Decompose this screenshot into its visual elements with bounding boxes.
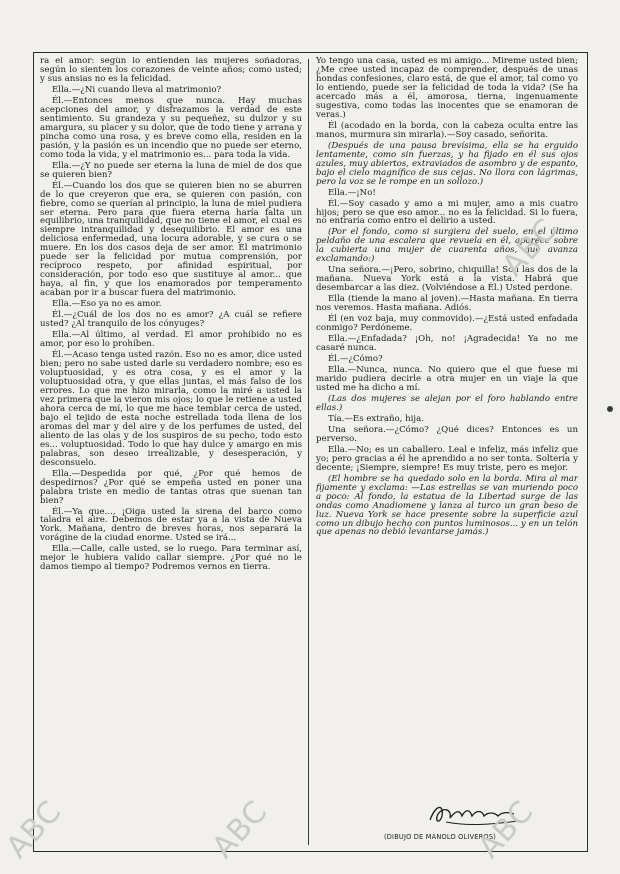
paragraph: Él.—¿Cuál de los dos no es amor? ¿A cuál se refiere usted? ¿Al tranquilo de los cónyuges? — [40, 310, 302, 330]
paragraph: Ella.—¡No! — [328, 187, 376, 198]
paragraph: Ella.—¿Ni cuando lleva al matrimonio? — [52, 84, 222, 95]
right-column — [316, 57, 578, 847]
paragraph: Él (en voz baja, muy conmovido).—¿Está usted enfadada conmigo? Perdóneme. — [316, 314, 578, 334]
paragraph: Una señora.—¡Pero, sobrino, chiquilla! Son las dos de la mañana. Nueva York está a la vista. Habrá que desembarcar a las diez. (Volviéndose a Él.) Usted perdone. — [316, 265, 578, 294]
paragraph: Ella.—¿Y no puede ser eterna la luna de miel de dos que se quieren bien? — [40, 160, 302, 180]
watermark-text: ABC — [495, 211, 565, 284]
stage-direction: (El hombre se ha quedado solo en la borda. Mira al mar fijamente y exclama: —Las estrellas se van muriendo poco a poco: Al fondo, la estatua de la Libertad surge de las ondas como Anadiomene y lanza al turco un gran beso de luz. Nueva York se hace presente sobre la superficie azul como un dibujo hecho con puntos luminosos... y en un telón que apenas no debió levantarse jamás.) — [316, 473, 578, 538]
watermark-text: ABC — [0, 793, 69, 866]
paragraph: Ella.—Calle, calle usted, se lo ruego. Para terminar así, mejor le hubiera valido callar siempre. ¿Por qué no le damos tiempo al tiempo? Podremos vernos en tierra. — [40, 544, 302, 573]
paragraph: Él.—Ya que..., ¡Oiga usted la sirena del barco como taladra el aire. Debemos de estar ya a la vista de Nueva York. Mañana, dentro de breves horas, nos separará la vorágine de la ciudad enorme. Usted se irá... — [40, 506, 302, 544]
paragraph: Él.—Cuando los dos que se quieren bien no se aburren de lo que creyeron que era, se quieren con pasión, con fiebre, como se querían al principio, la luna de miel pudiera ser eterna. Pero para que fuera eterna haría falta un equilibrio, una tranquilidad, que no tiene el amor, el cual es siempre intranquilidad y desequilibrio. El amor es una deliciosa enfermedad, una locura adorable, y se cura o se muere. En los dos casos deja de ser amor. El matrimonio puede ser la felicidad por mutua comprensión, por recíproco respeto, por afinidad espiritual, por consideración, por todo eso que sustituye al amor... que haya, al fin, y que los enamorados por temperamento acaban por ir a buscar fuera del matrimonio. — [40, 180, 302, 299]
paragraph: Ella.—No; es un caballero. Leal e infeliz, más infeliz que yo; pero gracias a él he aprendido a no ser tonta. Soltería y decente; ¡Siempre, siempre! Es muy triste, pero es mejor. — [316, 444, 578, 473]
stage-direction: (Después de una pausa brevísima, ella se ha erguido lentamente, como sin fuerzas, y ha fijado en él sus ojos azules, muy abiertos, extraviados de asombro y de espanto, bajo el cielo magnífico de sus cejas. No llora con lágrimas, pero la voz se le rompe en un sollozo.) — [316, 140, 578, 187]
paragraph: Él.—Entonces menos que nunca. Hay muchas acepciones del amor, y disfrazamos la verdad de este sentimiento. Su grandeza y su pequeñez, su dulzor y su amargura, su placer y su dolor, que de todo tiene y arrana y pincha como una rosa, y es breve como ella, residen en la pasión, y la pasión es un incendio que no puede ser eterno, como toda la vida, y el matrimonio es... para toda la vida. — [40, 95, 302, 160]
watermark-text: ABC — [471, 793, 541, 866]
paragraph: Él.—Acaso tenga usted razón. Eso no es amor, dice usted bien; pero no sabe usted darle su verdadero nombre; eso es voluptuosidad, y es otra cosa, y es el amor y la voluptuosidad otra, y que ellas juntas, el más falso de los errores. Lo que me hizo mirarla, como la miré a usted la vez primera que la vieron mis ojos; lo que le retiene a usted ahora cerca de mí, lo que me hace temblar cerca de usted, bajo el tejido de esta noche estrellada toda llena de los aromas del mar y del aire y de los perfumes de usted, del aliento de las olas y de los suspiros de su pecho, todo esto es... voluptuosidad. Todo lo que hay dulce y amargo en mis palabras, son deseo irrealizable, y desesperación, y desconsuelo. — [40, 350, 302, 468]
stage-direction: (Las dos mujeres se alejan por el foro hablando entre ellas.) — [316, 393, 578, 413]
paragraph: Ella.—Eso ya no es amor. — [52, 299, 162, 310]
paragraph: Ella.—Al último, al verdad. El amor prohibido no es amor, por eso lo prohíben. — [40, 330, 302, 350]
left-column — [40, 57, 302, 847]
paragraph: Él (acodado en la borda, con la cabeza oculta entre las manos, murmura sin mirarla).—Soy casado, señorita. — [316, 120, 578, 140]
paragraph: Ella (tiende la mano al joven).—Hasta mañana. En tierra nos veremos. Hasta mañana. Adiós. — [316, 294, 578, 314]
paragraph: Ella.—Despedida por qué, ¿Por qué hemos de despedirnos? ¿Por qué se empeña usted en poner una palabra triste en medio de tantas otras que suenan tan bien? — [40, 468, 302, 506]
watermark-text: ABC — [205, 793, 275, 866]
paragraph: Él.—¿Cómo? — [328, 354, 383, 365]
paragraph: Ella.—Nunca, nunca. No quiero que el que fuese mi marido pudiera decirle a otra mujer en un viaje la que usted me ha dicho a mí. — [316, 365, 578, 393]
article-frame — [33, 52, 588, 852]
illustration-credit: (DIBUJO DE MANOLO OLIVEROS) — [384, 833, 496, 841]
margin-mark — [607, 406, 613, 412]
paragraph: Tía.—Es extraño, hija. — [328, 413, 424, 424]
stage-direction: (Por el fondo, como si surgiera del suelo, en el último peldaño de una escalera que revuela en él, aparece sobre la cubierta una mujer de cuarenta años, que avanza exclamando:) — [316, 227, 578, 265]
paragraph: Una señora.—¿Cómo? ¿Qué dices? Entonces es un perverso. — [316, 424, 578, 444]
paragraph: ra el amor: según lo entienden las mujeres soñadoras, según lo sienten los corazones de veinte años; como usted; y sus ansias no es la felicidad. — [40, 57, 302, 84]
paragraph: Él.—Soy casado y amo a mi mujer, amo a mis cuatro hijos; pero se que eso amor... no es la felicidad. Si lo fuera, no entraría como entro el delirio a usted. — [316, 198, 578, 227]
paragraph: Ella.—¿Enfadada? ¡Oh, no! ¡Agradecida! Ya no me casaré nunca. — [316, 334, 578, 354]
paragraph: Yo tengo una casa, usted es mi amigo... Mireme usted bien; ¿Me cree usted incapaz de comprender, después de unas hondas confesiones, claro está, de que el amor, tal como yo lo entiendo, puede ser la felicidad de toda la vida? (Se ha acercado más a él, amorosa, tierna, ingenuamente sugestiva, como todas las inocentes que se enamoran de veras.) — [316, 57, 578, 120]
column-divider — [308, 59, 309, 845]
